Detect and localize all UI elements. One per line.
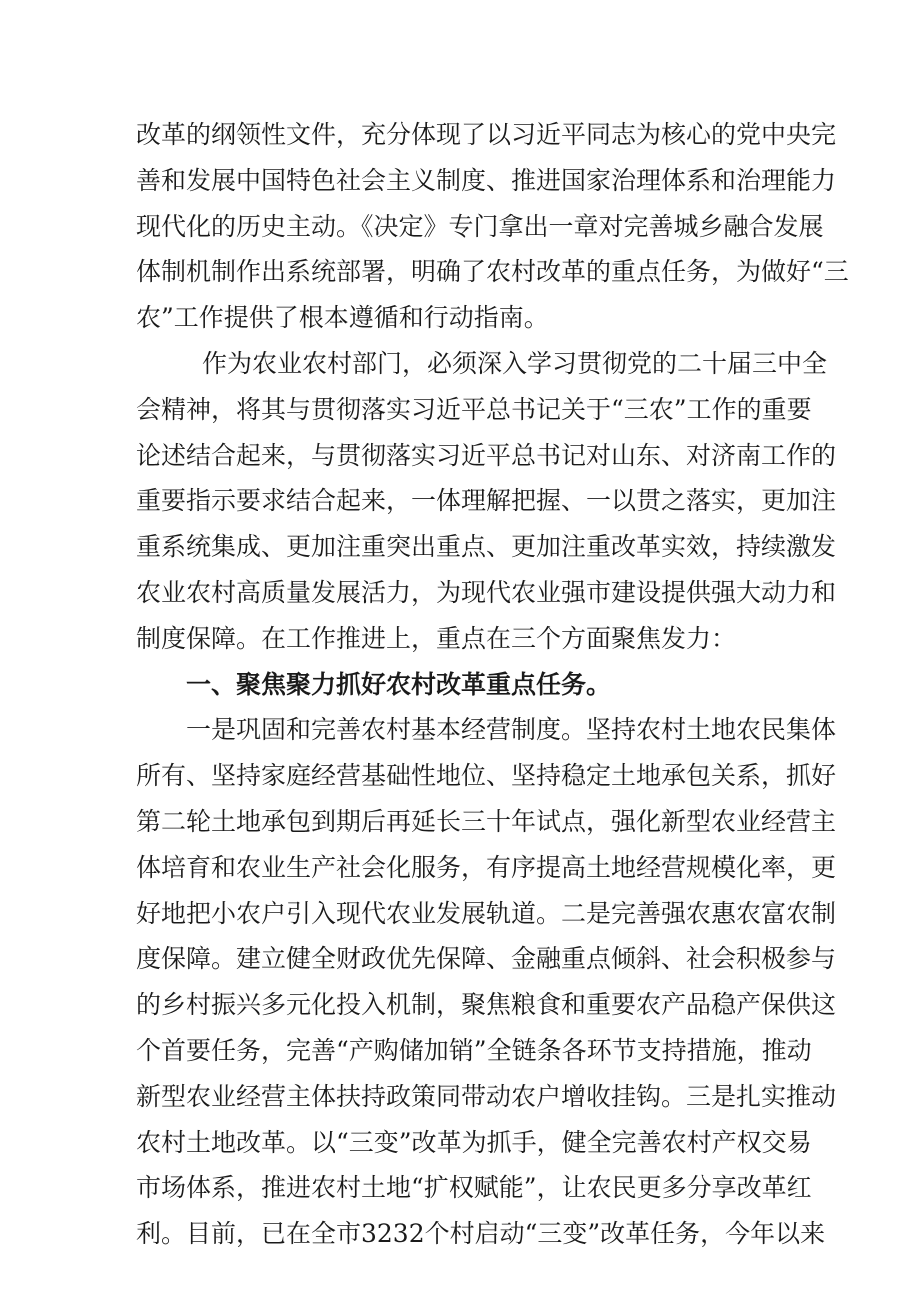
text-line: 重要指示要求结合起来，一体理解把握、一以贯之落实，更加注 xyxy=(136,486,837,516)
text-line: 市场体系，推进农村土地“扩权赋能”，让农民更多分享改革红 xyxy=(136,1173,812,1203)
text-line: 农”工作提供了根本遵循和行动指南。 xyxy=(136,303,549,333)
paragraph-1 xyxy=(136,112,849,341)
text-line: 农村土地改革。以“三变”改革为抓手，健全完善农村产权交易 xyxy=(136,1127,812,1157)
text-line: 度保障。建立健全财政优先保障、金融重点倾斜、社会积极参与 xyxy=(136,944,837,974)
text-line: 作为农业农村部门，必须深入学习贯彻党的二十届三中全 xyxy=(202,348,828,378)
document-body xyxy=(136,112,849,1257)
text-line: 的乡村振兴多元化投入机制，聚焦粮食和重要农产品稳产保供这 xyxy=(136,990,837,1020)
section-heading: 一、聚焦聚力抓好农村改革重点任务。 xyxy=(186,669,612,699)
text-line: 个首要任务，完善“产购储加销”全链条各环节支持措施，推动 xyxy=(136,1035,812,1065)
text-line: 改革的纲领性文件，充分体现了以习近平同志为核心的党中央完 xyxy=(136,120,837,149)
paragraph-2 xyxy=(136,341,837,662)
paragraph-3 xyxy=(136,707,837,1257)
text-line: 善和发展中国特色社会主义制度、推进国家治理体系和治理能力 xyxy=(136,165,837,195)
text-line: 一是巩固和完善农村基本经营制度。坚持农村土地农民集体 xyxy=(186,715,837,745)
text-line: 会精神，将其与贯彻落实习近平总书记关于“三农”工作的重要 xyxy=(136,394,812,424)
text-line: 所有、坚持家庭经营基础性地位、坚持稳定土地承包关系，抓好 xyxy=(136,761,837,791)
text-line: 好地把小农户引入现代农业发展轨道。二是完善强农惠农富农制 xyxy=(136,898,837,928)
text-line: 农业农村高质量发展活力，为现代农业强市建设提供强大动力和 xyxy=(136,577,837,607)
text-line: 体培育和农业生产社会化服务，有序提高土地经营规模化率，更 xyxy=(136,852,837,882)
text-line: 体制机制作出系统部署，明确了农村改革的重点任务，为做好“三 xyxy=(136,257,849,287)
text-line: 重系统集成、更加注重突出重点、更加注重改革实效，持续激发 xyxy=(136,532,837,562)
text-line: 利。目前，已在全市3232个村启动“三变”改革任务，今年以来 xyxy=(136,1219,826,1249)
text-line: 新型农业经营主体扶持政策同带动农户增收挂钩。三是扎实推动 xyxy=(136,1081,837,1111)
text-line: 论述结合起来，与贯彻落实习近平总书记对山东、对济南工作的 xyxy=(136,440,837,470)
text-line: 现代化的历史主动。《决定》专门拿出一章对完善城乡融合发展 xyxy=(136,211,824,241)
text-line: 第二轮土地承包到期后再延长三十年试点，强化新型农业经营主 xyxy=(136,806,837,836)
text-line: 制度保障。在工作推进上，重点在三个方面聚焦发力： xyxy=(136,623,737,653)
